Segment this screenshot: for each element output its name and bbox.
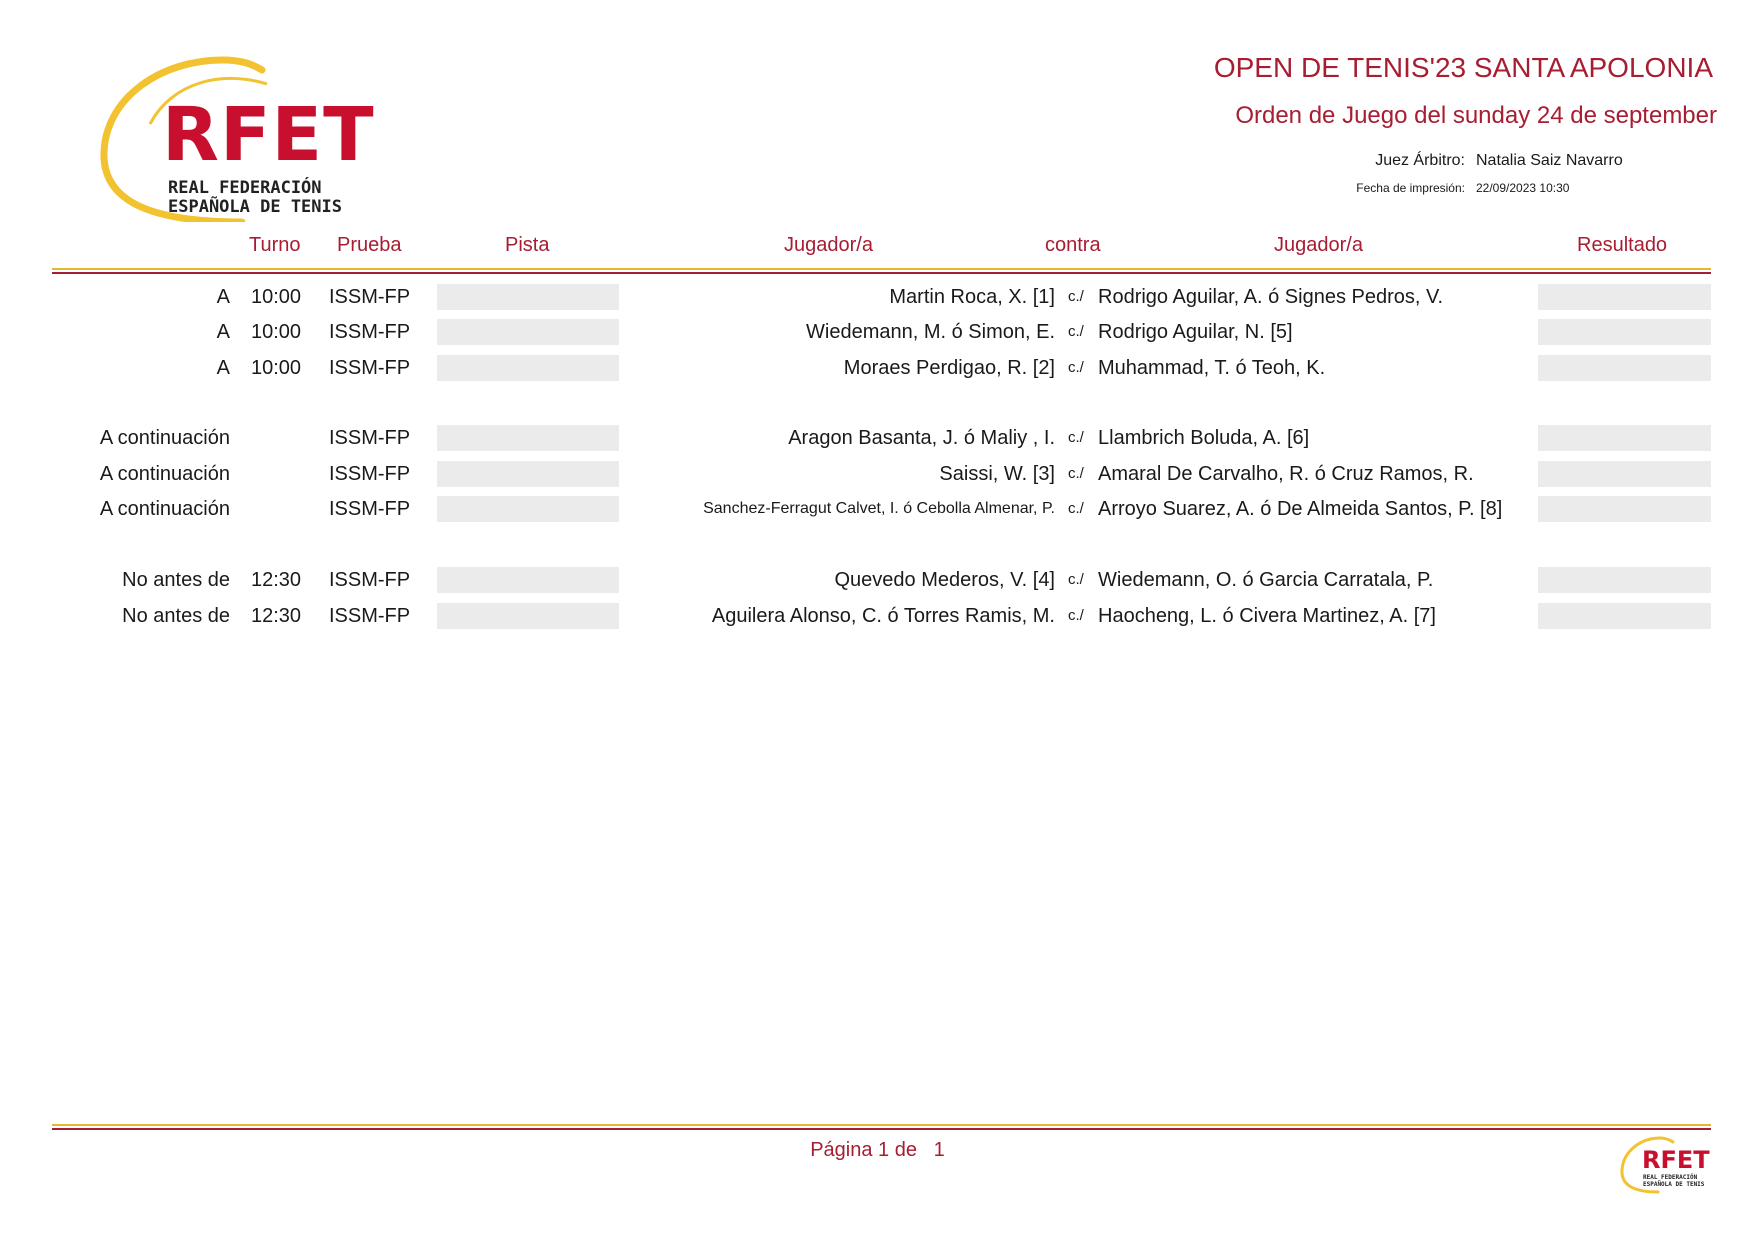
- prueba-cell: ISSM-FP: [329, 321, 411, 343]
- tournament-title: OPEN DE TENIS'23 SANTA APOLONIA: [1213, 52, 1713, 83]
- pista-box: [437, 567, 619, 593]
- player-1: Moraes Perdigao, R. [2]: [843, 357, 1055, 379]
- pista-box: [437, 461, 619, 487]
- pista-box: [437, 355, 619, 381]
- resultado-box: [1538, 355, 1711, 381]
- page-label: Página 1 de: [810, 1139, 917, 1161]
- turno-label: No antes de: [122, 569, 230, 591]
- player-1: Aragon Basanta, J. ó Maliy , I.: [788, 427, 1055, 449]
- resultado-box: [1538, 603, 1711, 629]
- turno-time: 10:00: [251, 321, 302, 343]
- versus-label: c./: [1068, 429, 1084, 446]
- versus-label: c./: [1068, 323, 1084, 340]
- player-1: Aguilera Alonso, C. ó Torres Ramis, M.: [711, 605, 1055, 627]
- pista-box: [437, 319, 619, 345]
- rfet-logo-small: [1618, 1134, 1710, 1194]
- player-2: Haocheng, L. ó Civera Martinez, A. [7]: [1098, 605, 1436, 627]
- col-header-pista: Pista: [505, 234, 550, 256]
- prueba-cell: ISSM-FP: [329, 569, 411, 591]
- table-row: [0, 318, 1755, 346]
- footer-rule-red: [52, 1128, 1711, 1130]
- player-2: Muhammad, T. ó Teoh, K.: [1098, 357, 1326, 379]
- player-2: Wiedemann, O. ó Garcia Carratala, P.: [1098, 569, 1434, 591]
- schedule-subtitle: Orden de Juego del sunday 24 de september: [1235, 102, 1717, 129]
- versus-label: c./: [1068, 288, 1084, 305]
- turno-label: A: [216, 286, 230, 308]
- player-2: Rodrigo Aguilar, A. ó Signes Pedros, V.: [1098, 286, 1444, 308]
- player-1: Saissi, W. [3]: [939, 463, 1055, 485]
- print-date-value: 22/09/2023 10:30: [1476, 181, 1570, 195]
- table-row: [0, 460, 1755, 488]
- col-header-resultado: Resultado: [1577, 234, 1668, 256]
- versus-label: c./: [1068, 607, 1084, 624]
- pista-box: [437, 425, 619, 451]
- logo-wordmark: RFET: [162, 92, 375, 178]
- logo-line-2: ESPAÑOLA DE TENIS: [168, 197, 342, 217]
- referee-label: Juez Árbitro:: [1375, 152, 1465, 169]
- prueba-cell: ISSM-FP: [329, 463, 411, 485]
- resultado-box: [1538, 496, 1711, 522]
- table-row: [0, 283, 1755, 311]
- turno-label: A continuación: [99, 498, 230, 520]
- resultado-box: [1538, 284, 1711, 310]
- table-row: [0, 602, 1755, 630]
- table-row: [0, 424, 1755, 452]
- player-1: Wiedemann, M. ó Simon, E.: [806, 321, 1055, 343]
- header-rule-gold: [52, 268, 1711, 270]
- versus-label: c./: [1068, 500, 1084, 517]
- player-1: Martin Roca, X. [1]: [889, 286, 1055, 308]
- resultado-box: [1538, 425, 1711, 451]
- col-header-contra: contra: [1045, 234, 1101, 256]
- resultado-box: [1538, 567, 1711, 593]
- turno-label: A: [216, 357, 230, 379]
- table-row: [0, 495, 1755, 523]
- table-row: [0, 566, 1755, 594]
- table-row: [0, 354, 1755, 382]
- turno-time: 10:00: [251, 286, 302, 308]
- prueba-cell: ISSM-FP: [329, 605, 411, 627]
- rfet-logo: [92, 52, 375, 222]
- footer-rule-gold: [52, 1124, 1711, 1126]
- turno-time: 12:30: [251, 605, 302, 627]
- versus-label: c./: [1068, 465, 1084, 482]
- player-2: Arroyo Suarez, A. ó De Almeida Santos, P. [8]: [1098, 498, 1503, 520]
- resultado-box: [1538, 461, 1711, 487]
- versus-label: c./: [1068, 359, 1084, 376]
- col-header-prueba: Prueba: [337, 234, 402, 256]
- versus-label: c./: [1068, 571, 1084, 588]
- player-1: Quevedo Mederos, V. [4]: [834, 569, 1055, 591]
- turno-label: A: [216, 321, 230, 343]
- resultado-box: [1538, 319, 1711, 345]
- logo-line-1: REAL FEDERACIÓN: [1643, 1174, 1698, 1181]
- pista-box: [437, 496, 619, 522]
- page-total: 1: [933, 1139, 945, 1161]
- logo-wordmark: RFET: [1642, 1146, 1710, 1174]
- prueba-cell: ISSM-FP: [329, 357, 411, 379]
- player-2: Rodrigo Aguilar, N. [5]: [1098, 321, 1293, 343]
- pista-box: [437, 603, 619, 629]
- turno-label: A continuación: [99, 427, 230, 449]
- player-1: Sanchez-Ferragut Calvet, I. ó Cebolla Almenar, P.: [703, 500, 1055, 517]
- turno-time: 12:30: [251, 569, 302, 591]
- logo-line-1: REAL FEDERACIÓN: [168, 178, 322, 198]
- prueba-cell: ISSM-FP: [329, 498, 411, 520]
- col-header-turno: Turno: [249, 234, 301, 256]
- print-date-label: Fecha de impresión:: [1356, 181, 1465, 195]
- logo-line-2: ESPAÑOLA DE TENIS: [1643, 1181, 1705, 1188]
- player-2: Amaral De Carvalho, R. ó Cruz Ramos, R.: [1098, 463, 1474, 485]
- prueba-cell: ISSM-FP: [329, 427, 411, 449]
- turno-label: No antes de: [122, 605, 230, 627]
- pista-box: [437, 284, 619, 310]
- turno-label: A continuación: [99, 463, 230, 485]
- turno-time: 10:00: [251, 357, 302, 379]
- referee-name: Natalia Saiz Navarro: [1476, 152, 1623, 169]
- player-2: Llambrich Boluda, A. [6]: [1098, 427, 1310, 449]
- col-header-jugador-1: Jugador/a: [784, 234, 873, 256]
- header-rule-red: [52, 272, 1711, 274]
- page-indicator: [0, 1139, 1755, 1162]
- prueba-cell: ISSM-FP: [329, 286, 411, 308]
- col-header-jugador-2: Jugador/a: [1274, 234, 1363, 256]
